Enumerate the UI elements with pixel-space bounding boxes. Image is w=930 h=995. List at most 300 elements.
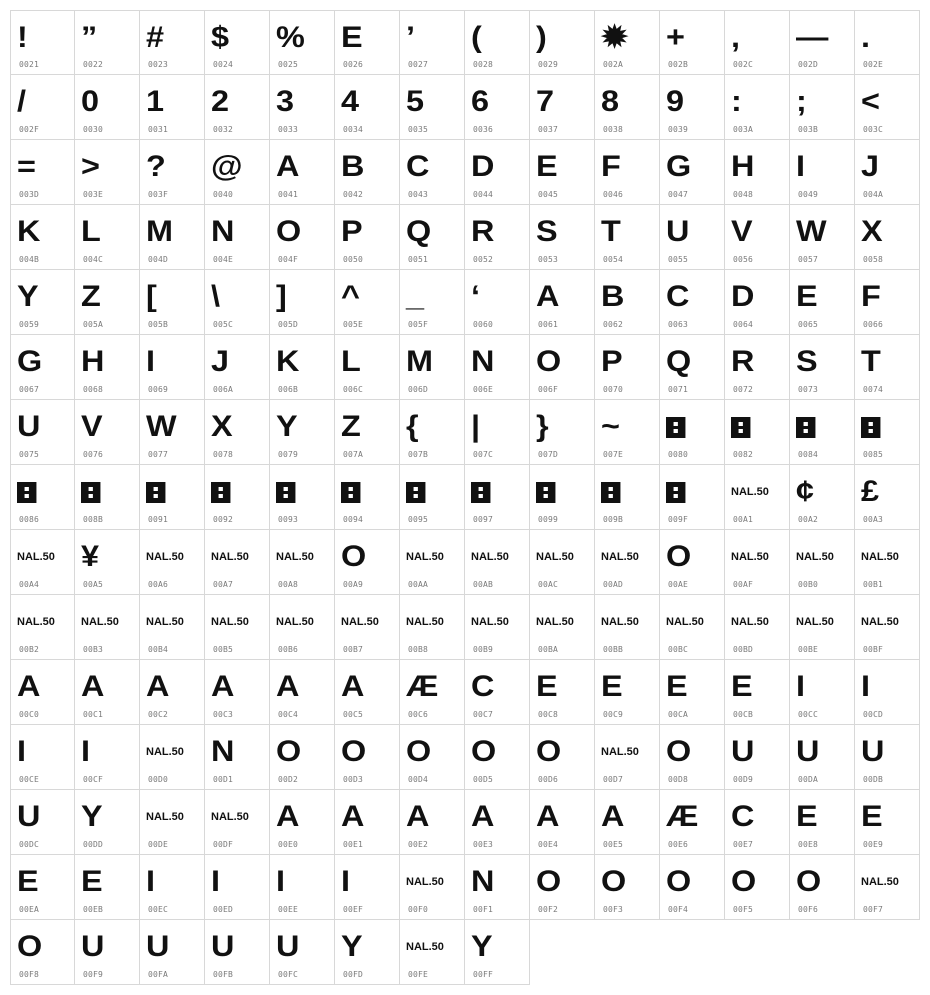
glyph-preview: / [17,85,27,118]
glyph-cell [140,75,205,140]
glyph-cell [140,335,205,400]
glyph-cell [75,465,140,530]
glyph-code: 0039 [668,125,689,134]
glyph-cell [270,595,335,660]
glyph-cell [75,725,140,790]
glyph-cell [140,465,205,530]
glyph-preview: I [796,670,806,703]
glyph-code: 0079 [278,450,299,459]
glyph-code: 0028 [473,60,494,69]
glyph-cell [595,790,660,855]
glyph-cell [75,75,140,140]
glyph-code: 00E2 [408,840,429,849]
glyph-code: 0082 [733,450,754,459]
glyph-cell [530,400,595,465]
glyph-cell [790,595,855,660]
glyph-code: 0065 [798,320,819,329]
glyph-preview: T [601,215,621,248]
glyph-preview: 8 [601,85,620,118]
glyph-preview: E [81,865,103,898]
glyph-code: 0040 [213,190,234,199]
glyph-preview: 0 [81,85,100,118]
glyph-cell [660,595,725,660]
glyph-cell [660,75,725,140]
glyph-code: 00CE [19,775,40,784]
glyph-cell [530,465,595,530]
glyph-preview: # [146,21,165,54]
glyph-code: 00E8 [798,840,819,849]
glyph-preview: Y [471,930,493,963]
glyph-cell [400,660,465,725]
glyph-code: 00D0 [148,775,169,784]
glyph-preview: O [536,735,562,768]
glyph-cell [595,530,660,595]
glyph-cell [75,920,140,985]
glyph-preview: E [861,800,883,833]
glyph-cell [335,335,400,400]
glyph-code: 007D [538,450,559,459]
glyph-cell [595,140,660,205]
glyph-code: 00BF [863,645,884,654]
glyph-cell [335,10,400,75]
glyph-code: 0047 [668,190,689,199]
glyph-code: 00CF [83,775,104,784]
glyph-cell [400,725,465,790]
glyph-preview: K [17,215,41,248]
glyph-cell [335,725,400,790]
glyph-cell [465,205,530,270]
glyph-code: 00A6 [148,580,169,589]
glyph-cell [270,465,335,530]
glyph-code: 0066 [863,320,884,329]
glyph-preview [666,475,709,509]
glyph-code: 00B4 [148,645,169,654]
glyph-code: 005C [213,320,234,329]
glyph-code: 00ED [213,905,234,914]
glyph-code: 006D [408,385,429,394]
glyph-cell [855,75,920,140]
glyph-code: 00CD [863,710,884,719]
glyph-cell [10,465,75,530]
glyph-preview: 6 [471,85,490,118]
glyph-cell [140,270,205,335]
glyph-code: 005D [278,320,299,329]
glyph-preview: NAL.50 [731,550,769,563]
glyph-code: 00C7 [473,710,494,719]
glyph-code: 006C [343,385,364,394]
glyph-preview: A [17,670,41,703]
glyph-preview: V [81,410,103,443]
glyph-cell [335,75,400,140]
glyph-preview: W [796,215,827,248]
glyph-code: 0029 [538,60,559,69]
glyph-cell [725,725,790,790]
glyph-cell [790,725,855,790]
glyph-cell [140,660,205,725]
glyph-cell [335,205,400,270]
glyph-preview: U [666,215,690,248]
missing-glyph-box [341,482,360,503]
glyph-cell [595,725,660,790]
glyph-code: 0054 [603,255,624,264]
glyph-cell [270,530,335,595]
glyph-code: 00EE [278,905,299,914]
glyph-preview: I [796,150,806,183]
glyph-code: 00D9 [733,775,754,784]
glyph-preview: I [211,865,221,898]
glyph-preview: ✹ [601,21,629,54]
missing-glyph-box [666,417,685,438]
glyph-preview: A [601,800,625,833]
glyph-preview: T [861,345,881,378]
glyph-cell [595,270,660,335]
glyph-cell [725,205,790,270]
glyph-preview: O [471,735,497,768]
glyph-cell [10,660,75,725]
glyph-cell [335,465,400,530]
glyph-cell [270,855,335,920]
glyph-cell [10,140,75,205]
missing-glyph-box [796,417,815,438]
glyph-cell [10,10,75,75]
glyph-preview: O [536,345,562,378]
glyph-preview: N [471,865,495,898]
glyph-cell [530,335,595,400]
glyph-preview: . [861,21,871,54]
glyph-preview: NAL.50 [601,745,639,758]
glyph-cell [140,10,205,75]
missing-glyph-box [276,482,295,503]
glyph-code: 00C5 [343,710,364,719]
glyph-preview: NAL.50 [471,550,509,563]
glyph-cell [725,75,790,140]
glyph-cell [10,75,75,140]
glyph-code: 0080 [668,450,689,459]
glyph-preview: £ [861,475,880,508]
glyph-cell [855,10,920,75]
glyph-cell [75,140,140,205]
glyph-preview: W [146,410,177,443]
glyph-cell [270,660,335,725]
glyph-code: 00FF [473,970,494,979]
glyph-preview: A [341,670,365,703]
glyph-code: 0041 [278,190,299,199]
glyph-preview: Æ [406,670,439,703]
glyph-cell [660,335,725,400]
glyph-cell [270,75,335,140]
glyph-code: 0093 [278,515,299,524]
glyph-preview: ; [796,85,807,118]
glyph-code: 00A3 [863,515,884,524]
glyph-preview: J [861,150,880,183]
glyph-preview: E [341,21,363,54]
glyph-cell [595,10,660,75]
glyph-cell [270,205,335,270]
glyph-code: 00DB [863,775,884,784]
glyph-code: 0053 [538,255,559,264]
glyph-preview: NAL.50 [17,615,55,628]
glyph-preview: Z [341,410,361,443]
glyph-cell [725,660,790,725]
glyph-preview: NAL.50 [406,875,444,888]
glyph-code: 0024 [213,60,234,69]
glyph-code: 0069 [148,385,169,394]
glyph-code: 00F6 [798,905,819,914]
glyph-preview: Y [276,410,298,443]
glyph-code: 00AF [733,580,754,589]
glyph-preview: E [601,670,623,703]
glyph-cell [725,855,790,920]
glyph-preview: U [17,410,41,443]
glyph-code: 00F9 [83,970,104,979]
glyph-cell [790,855,855,920]
glyph-code: 00EF [343,905,364,914]
glyph-code: 00EC [148,905,169,914]
glyph-cell [595,660,660,725]
glyph-cell [725,270,790,335]
glyph-preview: S [536,215,558,248]
glyph-preview: NAL.50 [796,615,834,628]
glyph-preview: M [146,215,173,248]
glyph-preview: + [666,21,685,54]
glyph-preview: U [731,735,755,768]
glyph-code: 00B3 [83,645,104,654]
glyph-code: 004D [148,255,169,264]
glyph-code: 00AA [408,580,429,589]
glyph-cell [205,140,270,205]
glyph-cell [270,140,335,205]
glyph-code: 0075 [19,450,40,459]
glyph-cell [855,140,920,205]
glyph-preview: ] [276,280,287,313]
glyph-code: 006A [213,385,234,394]
glyph-code: 0021 [19,60,40,69]
glyph-cell [140,400,205,465]
glyph-cell [660,465,725,530]
glyph-preview: ! [17,21,28,54]
glyph-code: 00A8 [278,580,299,589]
glyph-preview: ^ [341,280,360,313]
glyph-code: 00C9 [603,710,624,719]
glyph-preview: NAL.50 [406,550,444,563]
glyph-preview: C [471,670,495,703]
missing-glyph-box [536,482,555,503]
glyph-cell [465,855,530,920]
glyph-preview: I [17,735,27,768]
glyph-preview: U [861,735,885,768]
glyph-preview [796,410,839,444]
glyph-preview: : [731,85,742,118]
glyph-preview: NAL.50 [211,615,249,628]
glyph-preview: M [406,345,433,378]
glyph-code: 00DD [83,840,104,849]
glyph-preview: A [536,800,560,833]
glyph-preview: $ [211,21,230,54]
glyph-code: 0033 [278,125,299,134]
glyph-cell [140,725,205,790]
glyph-code: 00D2 [278,775,299,784]
glyph-code: 007A [343,450,364,459]
glyph-cell [465,140,530,205]
glyph-cell [725,530,790,595]
glyph-code: 00E0 [278,840,299,849]
glyph-code: 004E [213,255,234,264]
glyph-preview [731,410,774,444]
glyph-preview: L [341,345,361,378]
glyph-cell [10,400,75,465]
glyph-preview [341,475,384,509]
glyph-code: 0058 [863,255,884,264]
glyph-code: 002F [19,125,40,134]
glyph-code: 00BD [733,645,754,654]
glyph-code: 0084 [798,450,819,459]
glyph-code: 00DE [148,840,169,849]
glyph-cell [75,855,140,920]
glyph-code: 0062 [603,320,624,329]
glyph-code: 0071 [668,385,689,394]
glyph-preview: NAL.50 [406,940,444,953]
glyph-code: 00E5 [603,840,624,849]
glyph-preview: L [81,215,101,248]
glyph-preview: U [796,735,820,768]
glyph-code: 003A [733,125,754,134]
missing-glyph-box [17,482,36,503]
glyph-preview [406,475,449,509]
glyph-cell [10,595,75,660]
glyph-cell [10,270,75,335]
glyph-cell [790,400,855,465]
glyph-preview: F [601,150,621,183]
glyph-preview: Æ [666,800,699,833]
glyph-preview: NAL.50 [601,550,639,563]
missing-glyph-box [146,482,165,503]
glyph-preview [601,475,644,509]
glyph-cell [270,270,335,335]
glyph-cell [10,205,75,270]
glyph-preview: P [341,215,363,248]
glyph-cell [400,530,465,595]
glyph-preview: Q [666,345,692,378]
glyph-code: 00B7 [343,645,364,654]
glyph-code: 0057 [798,255,819,264]
glyph-cell [790,790,855,855]
glyph-code: 00D7 [603,775,624,784]
glyph-code: 003C [863,125,884,134]
glyph-preview: ” [81,21,98,54]
glyph-preview: G [17,345,43,378]
glyph-preview: NAL.50 [146,550,184,563]
glyph-preview: H [81,345,105,378]
glyph-preview: I [276,865,286,898]
glyph-code: 00E6 [668,840,689,849]
glyph-cell [400,10,465,75]
glyph-preview: [ [146,280,157,313]
glyph-preview: E [796,800,818,833]
glyph-cell [400,400,465,465]
glyph-cell [75,530,140,595]
glyph-preview: A [536,280,560,313]
glyph-cell [465,530,530,595]
glyph-preview: — [796,21,829,54]
glyph-preview: ) [536,21,547,54]
glyph-code: 00A5 [83,580,104,589]
glyph-code: 00FA [148,970,169,979]
glyph-preview: Y [81,800,103,833]
glyph-code: 003E [83,190,104,199]
glyph-code: 00CC [798,710,819,719]
glyph-preview: U [81,930,105,963]
glyph-code: 0092 [213,515,234,524]
glyph-code: 0038 [603,125,624,134]
glyph-cell [725,140,790,205]
glyph-preview: P [601,345,623,378]
glyph-code: 00E4 [538,840,559,849]
glyph-code: 00F1 [473,905,494,914]
glyph-preview: D [471,150,495,183]
glyph-cell [335,595,400,660]
glyph-code: 00C3 [213,710,234,719]
glyph-preview: U [17,800,41,833]
glyph-preview: 1 [146,85,165,118]
glyph-code: 00F7 [863,905,884,914]
glyph-code: 00B2 [19,645,40,654]
glyph-preview: J [211,345,230,378]
glyph-code: 009F [668,515,689,524]
glyph-code: 0070 [603,385,624,394]
glyph-preview: 2 [211,85,230,118]
glyph-preview: NAL.50 [861,875,899,888]
glyph-code: 00CA [668,710,689,719]
glyph-code: 00DC [19,840,40,849]
glyph-preview: C [666,280,690,313]
glyph-preview: > [81,150,100,183]
glyph-code: 00AD [603,580,624,589]
glyph-preview: D [731,280,755,313]
glyph-cell [205,400,270,465]
glyph-preview: , [731,21,741,54]
glyph-preview: O [276,215,302,248]
glyph-preview: I [861,670,871,703]
glyph-preview: A [276,670,300,703]
glyph-preview: NAL.50 [146,745,184,758]
glyph-code: 00D1 [213,775,234,784]
glyph-preview: 4 [341,85,360,118]
glyph-preview: O [341,540,367,573]
glyph-preview: ¥ [81,540,100,573]
glyph-cell [205,75,270,140]
glyph-cell [595,400,660,465]
glyph-code: 00D3 [343,775,364,784]
glyph-preview: I [81,735,91,768]
glyph-cell [660,205,725,270]
glyph-preview: { [406,410,419,443]
glyph-cell [595,335,660,400]
glyph-cell [205,465,270,530]
glyph-preview: = [17,150,36,183]
glyph-cell [335,855,400,920]
glyph-cell [140,530,205,595]
missing-glyph-box [211,482,230,503]
glyph-code: 007B [408,450,429,459]
glyph-preview: K [276,345,300,378]
glyph-preview: V [731,215,753,248]
glyph-cell [790,205,855,270]
glyph-cell [205,790,270,855]
glyph-cell [855,400,920,465]
glyph-cell [140,920,205,985]
glyph-code: 0035 [408,125,429,134]
glyph-code: 00EA [19,905,40,914]
